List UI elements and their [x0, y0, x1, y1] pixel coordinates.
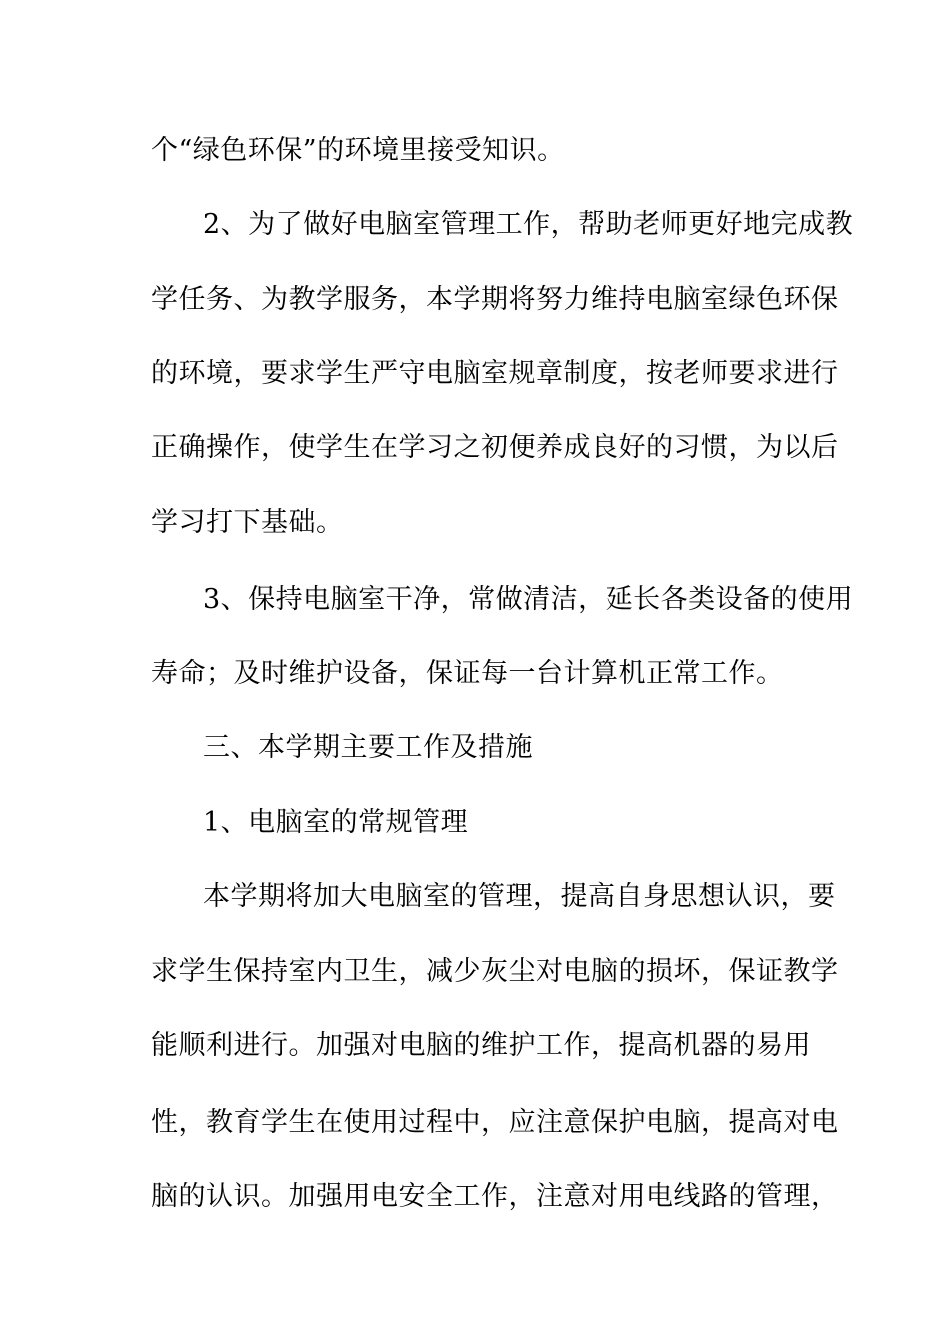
text-line: 2、为了做好电脑室管理工作，帮助老师更好地完成教: [203, 209, 854, 240]
text-line: 寿命；及时维护设备，保证每一台计算机正常工作。: [151, 658, 784, 689]
text-line: 正确操作，使学生在学习之初便养成良好的习惯，为以后: [151, 432, 839, 463]
subsection-heading: 1、电脑室的常规管理: [203, 807, 469, 838]
text-line: 3、保持电脑室干净，常做清洁，延长各类设备的使用: [203, 584, 854, 615]
text-line: 本学期将加大电脑室的管理，提高自身思想认识，要: [203, 881, 836, 912]
text-line: 学任务、为教学服务，本学期将努力维持电脑室绿色环保: [151, 284, 839, 315]
text-line: 性，教育学生在使用过程中，应注意保护电脑，提高对电: [151, 1107, 839, 1138]
text-line: 脑的认识。加强用电安全工作，注意对用电线路的管理，: [151, 1181, 839, 1212]
text-line: 学习打下基础。: [151, 507, 344, 538]
text-line: 求学生保持室内卫生，减少灰尘对电脑的损坏，保证教学: [151, 956, 839, 987]
section-heading: 三、本学期主要工作及措施: [203, 732, 533, 763]
text-line: 能顺利进行。加强对电脑的维护工作，提高机器的易用: [151, 1030, 811, 1061]
text-line: 的环境，要求学生严守电脑室规章制度，按老师要求进行: [151, 358, 839, 389]
text-line: 个“绿色环保”的环境里接受知识。: [151, 135, 565, 166]
